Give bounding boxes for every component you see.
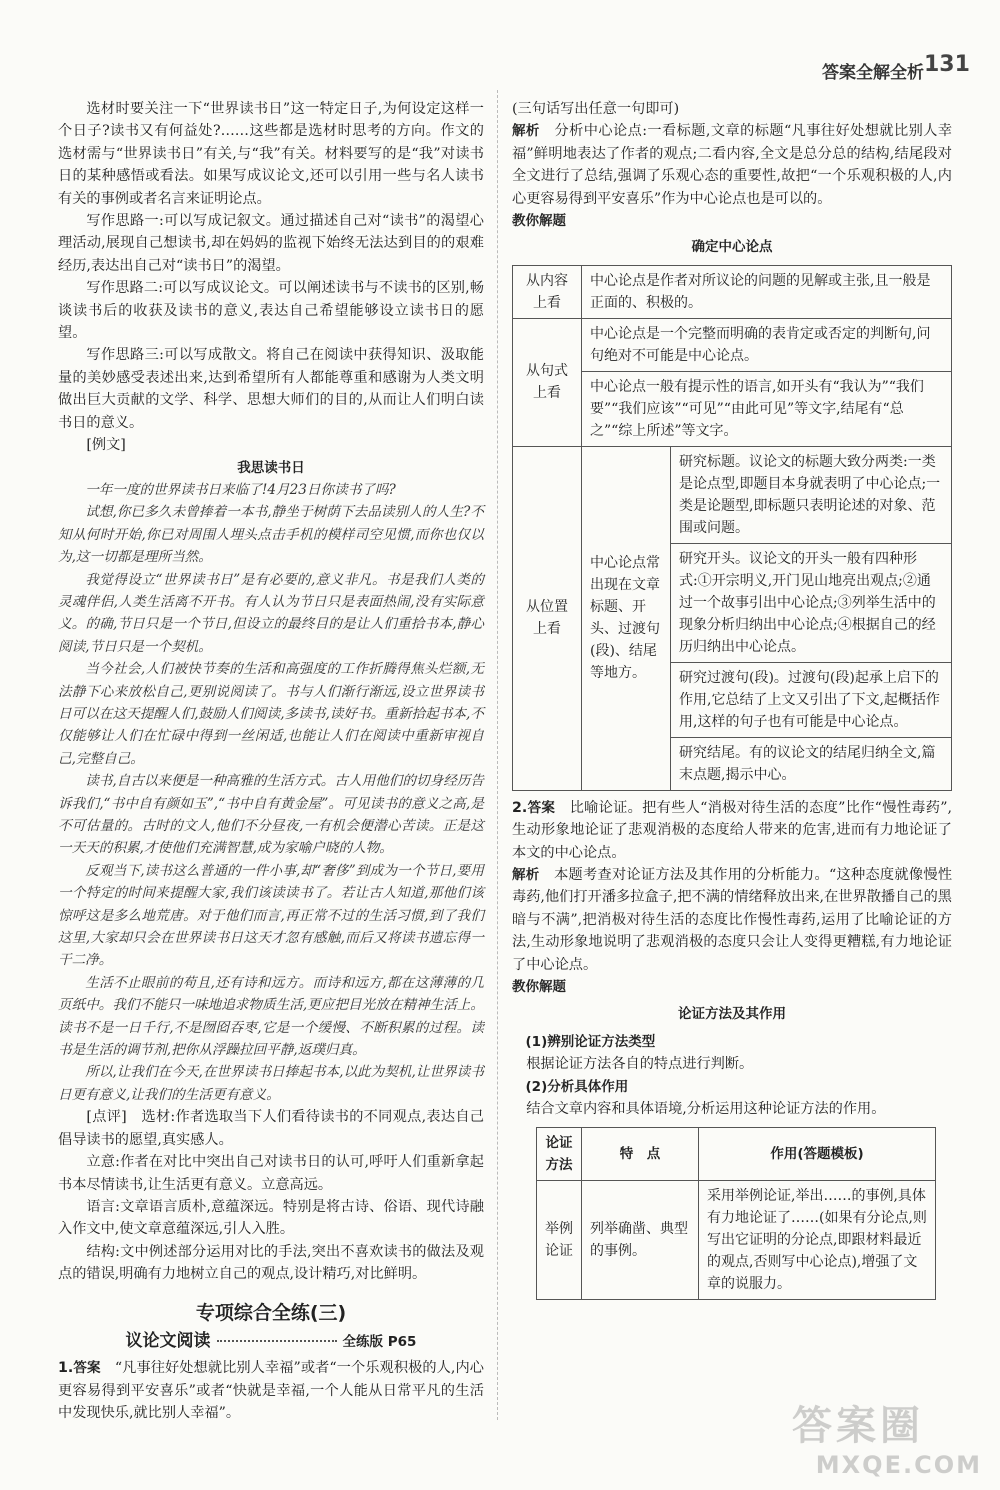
table-header-row <box>537 1127 936 1180</box>
paragraph: 写作思路三:可以写成散文。将自己在阅读中获得知识、汲取能量的美妙感受表述出来,达到希望所有人都能尊重和感谢为人类文明做出巨大贡献的文学、科学、思想大师们的目的,从而让人们明白读书日的意义。 <box>58 347 484 431</box>
table-row <box>537 1180 936 1299</box>
essay-paragraph: 一年一度的世界读书日来临了!4月23日你读书了吗? <box>85 481 396 498</box>
comment-label: [点评] <box>86 1109 127 1126</box>
analysis-label: 解析 <box>512 867 540 884</box>
table-cell: 研究过渡句(段)。过渡句(段)起承上启下的作用,它总结了上文又引出了下文,起概括作用,这样的句子也有可能是中心论点。 <box>671 662 952 737</box>
watermark-logo <box>792 1394 982 1479</box>
table-cell: 研究标题。议论文的标题大致分两类:一类是论点型,即题目本身就表明了中心论点;一类是论题型,即标题只表明论述的对象、范围或问题。 <box>671 446 952 543</box>
central-argument-table <box>512 265 952 791</box>
table-cell: 列举确凿、典型的事例。 <box>582 1180 699 1299</box>
question-number: 2. <box>512 799 528 816</box>
section-sub-label: 议论文阅读 <box>125 1330 211 1351</box>
table-row <box>513 265 952 318</box>
page-header <box>0 0 1000 83</box>
table-cell: 研究开头。议论文的开头一般有四种形式:①开宗明义,开门见山地亮出观点;②通过一个故事引出中心论点;③列举生活中的现象分析归纳出中心论点;④根据自己的经历归纳出中心论点。 <box>671 543 952 662</box>
column-header: 作用(答题模板) <box>699 1127 936 1180</box>
teach-label: 教你解题 <box>512 213 566 230</box>
essay-paragraph: 试想,你已多久未曾捧着一本书,静坐于树荫下去品读别人的人生?不知从何时开始,你已对周围人埋头点击手机的模样司空见惯,而你也仅以为,这一切都是理所当然。 <box>58 504 484 566</box>
table-cell: 中心论点是一个完整而明确的表肯定或否定的判断句,问句绝对不可能是中心论点。 <box>582 318 952 371</box>
answer-label: 答案 <box>527 799 556 816</box>
question-2-analysis: 解析 本题考查对论证方法及其作用的分析能力。“这种态度就像慢性毒药,他们打开潘多拉盒子,把不满的情绪释放出来,在世界散播自己的黑暗与不满”,把消极对待生活的态度比作慢性毒药,运用了比喻论证的方法,生动形象地说明了悲观消极的态度只会让人变得更糟糕,有力地论证了中心论点。 <box>512 867 953 973</box>
column-header: 论证方法 <box>537 1127 582 1180</box>
table-cell: 中心论点是作者对所议论的问题的见解或主张,且一般是正面的、积极的。 <box>582 265 952 318</box>
table-cell: 采用举例论证,举出……的事例,具体有力地论证了……(如果有分论点,则写出它证明的分论点,即跟材料最近的观点,否则写中心论点),增强了文章的说服力。 <box>699 1180 936 1299</box>
analysis-label: 解析 <box>512 123 540 140</box>
comment-paragraph: 语言:文章语言质朴,意蕴深远。特别是将古诗、俗语、现代诗融入作文中,使文章意蕴深远,引人入胜。 <box>58 1198 484 1238</box>
question-1-answer: 1.答案 “凡事往好处想就比别人幸福”或者“一个乐观积极的人,内心更容易得到平安喜乐”或者“快就是幸福,一个人能从日常平凡的生活中发现快乐,就比别人幸福”。 <box>58 1360 484 1422</box>
argument-method-table <box>536 1127 936 1300</box>
essay-paragraph: 我觉得设立“世界读书日”是有必要的,意义非凡。书是我们人类的灵魂伴侣,人类生活离不开书。有人认为节日只是表面热闹,没有实际意义。的确,节日只是一个节日,但设立的最终目的是让人们重拾书本,静心阅读,节日只是一个契机。 <box>58 571 484 655</box>
essay-paragraph: 当今社会,人们被快节奏的生活和高强度的工作折腾得焦头烂额,无法静下心来放松自己,更别说阅读了。书与人们渐行渐远,设立世界读书日可以在这天提醒人们,鼓励人们阅读,多读书,读好书。重新拾起书本,不仅能够让人们在忙碌中得到一丝闲适,也能让人们在阅读中重新审视自己,完整自己。 <box>58 661 484 767</box>
teach-label: 教你解题 <box>512 979 566 996</box>
watermark-text: 答案圈 <box>792 1403 924 1449</box>
essay-paragraph: 所以,让我们在今天,在世界读书日捧起书本,以此为契机,让世界读书日更有意义,让我们的生活更有意义。 <box>58 1064 484 1103</box>
step-heading: (2)分析具体作用 <box>525 1078 629 1095</box>
analysis: 解析 分析中心论点:一看标题,文章的标题“凡事往好处想就比别人幸福”鲜明地表达了作者的观点;二看内容,全文是总分总的结构,结尾段对全文进行了总结,强调了乐观心态的重要性,故把“一个乐观积极的人,内心更容易得到平安喜乐”作为中心论点也是可以的。 <box>512 123 953 207</box>
step-heading: (1)辨别论证方法类型 <box>525 1033 656 1050</box>
comment-paragraph: [点评] 选材:作者选取当下人们看待读书的不同观点,表达自己倡导读书的愿望,真实感人。 <box>58 1109 484 1148</box>
section-title: 专项综合全练(三) <box>195 1301 347 1324</box>
comment-paragraph: 立意:作者在对比中突出自己对读书日的认可,呼吁人们重新拿起书本尽情读书,让生活更有意义。立意高远。 <box>58 1154 484 1193</box>
step-text: 结合文章内容和具体语境,分析运用这种论证方法的作用。 <box>526 1101 886 1118</box>
table-cell: 中心论点一般有提示性的语言,如开头有“我认为”“我们要”“我们应该”“可见”“由此可见”等文字,结尾有“总之”“综上所述”等文字。 <box>582 371 952 446</box>
section-ref: 全练版 P65 <box>342 1333 417 1350</box>
page-number: 131 <box>924 52 970 77</box>
table-cell: 举例论证 <box>537 1180 582 1299</box>
essay-title: 我思读书日 <box>237 459 305 476</box>
left-column <box>58 98 484 1425</box>
header-title: 答案全解全析 <box>822 63 924 83</box>
table-cell: 研究结尾。有的议论文的结尾归纳全文,篇末点题,揭示中心。 <box>671 737 952 790</box>
section-subtitle <box>58 1330 484 1353</box>
row-header: 从内容上看 <box>513 265 582 318</box>
paragraph: 写作思路一:可以写成记叙文。通过描述自己对“读书”的渴望心理活动,展现自己想读书,却在妈妈的监视下始终无法达到目的的艰难经历,表达出自己对“读书日”的渴望。 <box>58 213 484 274</box>
answer-label: 答案 <box>73 1360 101 1377</box>
leader-dots <box>217 1340 337 1342</box>
paragraph: 选材时要关注一下“世界读书日”这一特定日子,为何设定这样一个日子?读书又有何益处?……这些都是选材时思考的方向。作文的选材需与“世界读书日”有关,与“我”有关。材料要写的是“我”对读书日的某种感悟或看法。如果写成议论文,还可以引用一些与名人读书有关的事例或者名言来证明论点。 <box>58 101 484 207</box>
table-title: 论证方法及其作用 <box>678 1005 786 1022</box>
question-2-answer: 2.答案 比喻论证。把有些人“消极对待生活的态度”比作“慢性毒药”,生动形象地论证了悲观消极的态度给人带来的危害,进而有力地论证了本文的中心论点。 <box>512 799 952 861</box>
right-column <box>512 98 952 1300</box>
essay-paragraph: 读书,自古以来便是一种高雅的生活方式。古人用他们的切身经历告诉我们,“书中自有颜如玉”,“书中自有黄金屋”。可见读书的意义之高,是不可估量的。古时的文人,他们不分昼夜,一有机会便潜心苦读。正是这一天天的积累,才使他们充满智慧,成为家喻户晓的人物。 <box>58 773 484 857</box>
example-label: [例文] <box>86 437 126 454</box>
step-text: 根据论证方法各自的特点进行判断。 <box>526 1056 754 1073</box>
row-header: 从句式上看 <box>513 318 582 446</box>
table-cell: 中心论点常出现在文章标题、开头、过渡句(段)、结尾等地方。 <box>582 446 671 790</box>
column-divider <box>497 90 498 1420</box>
comment-paragraph: 结构:文中例述部分运用对比的手法,突出不喜欢读书的做法及观点的错误,明确有力地树立自己的观点,设计精巧,对比鲜明。 <box>58 1243 484 1283</box>
note: (三句话写出任意一句即可) <box>512 101 680 117</box>
question-number: 1. <box>58 1360 74 1377</box>
essay-paragraph: 反观当下,读书这么普通的一件小事,却“奢侈”到成为一个节日,要用一个特定的时间来提醒大家,我们该读读书了。若让古人知道,那他们该惊呼这是多么地荒唐。对于他们而言,再正常不过的生活习惯,到了我们这里,大家却只会在世界读书日这天才忽有感触,而后又将读书遗忘得一干二净。 <box>58 862 484 969</box>
table-row <box>513 318 952 371</box>
table-row <box>513 446 952 543</box>
table-title: 确定中心论点 <box>691 239 773 256</box>
paragraph: 写作思路二:可以写成议论文。可以阐述读书与不读书的区别,畅谈读书后的收获及读书的意义,表达自己希望能够设立读书日的愿望。 <box>58 280 484 342</box>
row-header: 从位置上看 <box>513 446 582 790</box>
essay-paragraph: 生活不止眼前的苟且,还有诗和远方。而诗和远方,都在这薄薄的几页纸中。我们不能只一味地追求物质生活,更应把目光放在精神生活上。读书不是一日千行,不是囫囵吞枣,它是一个缓慢、不断积累的过程。读书是生活的调节剂,把你从浮躁拉回平静,返璞归真。 <box>58 974 484 1059</box>
watermark-url: MXQE.COM <box>815 1451 982 1479</box>
column-header: 特 点 <box>582 1127 699 1180</box>
